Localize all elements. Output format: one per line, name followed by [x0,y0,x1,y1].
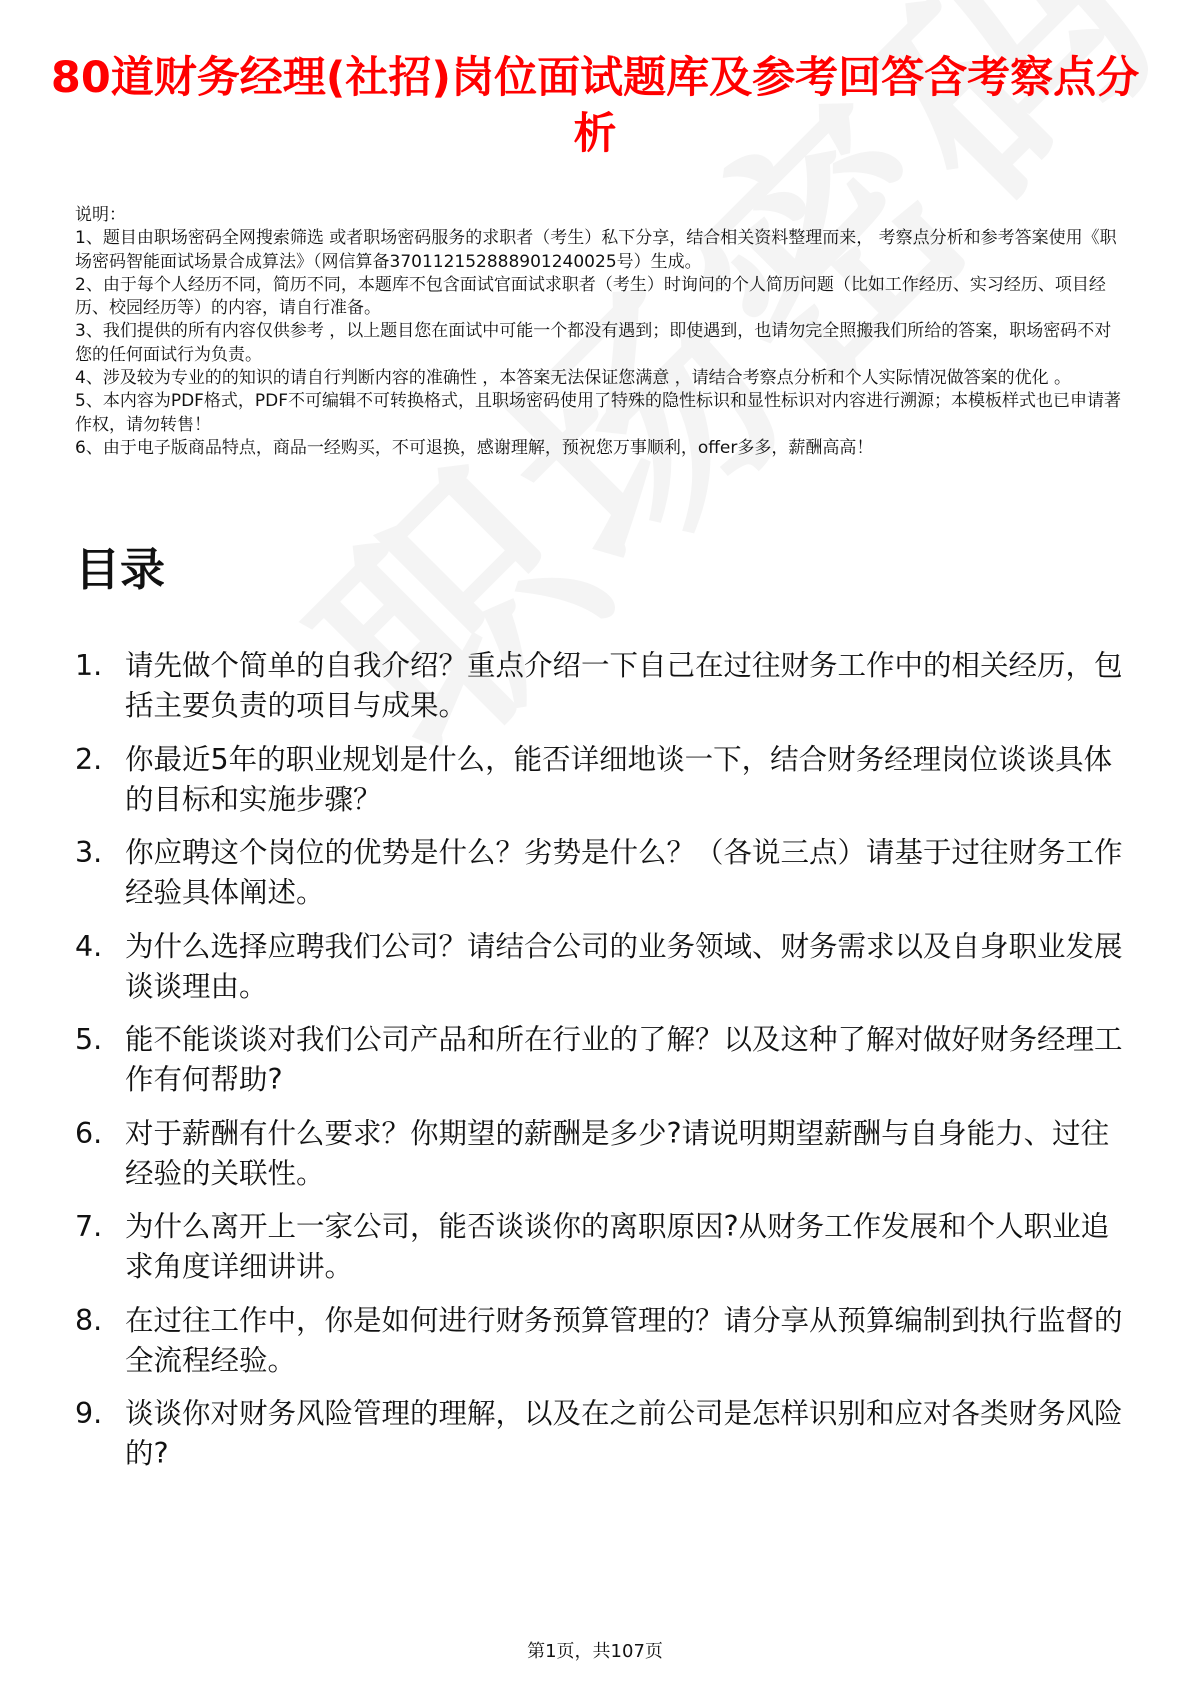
toc-heading: 目录 [75,543,166,596]
toc-item[interactable] [75,1394,1125,1474]
toc-item-text: 你应聘这个岗位的优势是什么？劣势是什么？（各说三点）请基于过往财务工作经验具体阐述。 [125,836,1123,909]
toc-item[interactable] [75,1207,1125,1287]
toc-item-number: 9. [75,1397,103,1430]
toc-item-text: 能不能谈谈对我们公司产品和所在行业的了解？以及这种了解对做好财务经理工作有何帮助? [125,1023,1123,1096]
toc-item-number: 1. [75,649,103,682]
toc-item-text: 对于薪酬有什么要求？你期望的薪酬是多少?请说明期望薪酬与自身能力、过往经验的关联性。 [125,1116,1110,1190]
notes-section [75,204,1125,460]
toc-item[interactable] [75,1114,1125,1194]
toc-item[interactable] [75,1301,1125,1381]
toc-item-text: 谈谈你对财务风险管理的理解，以及在之前公司是怎样识别和应对各类财务风险的? [125,1397,1123,1470]
notes-item: 6、由于电子版商品特点，商品一经购买，不可退换，感谢理解，预祝您万事顺利，offer多多，薪酬高高！ [75,437,874,458]
document-title: 80道财务经理(社招)岗位面试题库及参考回答含考察点分析 [50,53,1140,159]
toc-item[interactable] [75,1020,1125,1100]
notes-item: 5、本内容为PDF格式，PDF不可编辑不可转换格式，且职场密码使用了特殊的隐性标识和显性标识对内容进行溯源；本模板样式也已申请著作权，请勿转售！ [75,391,1122,435]
toc-item-text: 你最近5年的职业规划是什么，能否详细地谈一下，结合财务经理岗位谈谈具体的目标和实施步骤？ [125,742,1113,816]
notes-item: 2、由于每个人经历不同，简历不同，本题库不包含面试官面试求职者（考生）时询问的个人简历问题（比如工作经历、实习经历、项目经历、校园经历等）的内容，请自行准备。 [75,274,1106,319]
toc-item-number: 7. [75,1210,103,1243]
toc-item-number: 4. [75,929,103,963]
notes-item: 3、我们提供的所有内容仅供参考 ，以上题目您在面试中可能一个都没有遇到；即使遇到，也请勿完全照搬我们所给的答案，职场密码不对您的任何面试行为负责。 [75,321,1112,365]
notes-item: 1、题目由职场密码全网搜索筛选 或者职场密码服务的求职者（考生）私下分享，结合相关资料整理而来， 考察点分析和参考答案使用《职场密码智能面试场景合成算法》（网信算备370112152888901240025号）生成。 [75,228,1117,272]
toc-item-text: 为什么离开上一家公司，能否谈谈你的离职原因?从财务工作发展和个人职业追求角度详细讲讲。 [125,1210,1110,1283]
toc-item-number: 6. [75,1116,103,1150]
toc-item[interactable] [75,833,1125,913]
toc-item-text: 在过往工作中，你是如何进行财务预算管理的？请分享从预算编制到执行监督的全流程经验。 [125,1303,1123,1377]
toc-item[interactable] [75,646,1125,726]
toc-item-text: 为什么选择应聘我们公司？请结合公司的业务领域、财务需求以及自身职业发展谈谈理由。 [125,929,1123,1003]
page-footer: 第1页，共107页 [527,1641,663,1662]
toc-item[interactable] [75,740,1125,820]
toc-item-number: 3. [75,836,103,869]
toc-item[interactable] [75,927,1125,1007]
toc-item-number: 5. [75,1023,103,1056]
notes-heading: 说明： [75,205,126,225]
notes-item: 4、涉及较为专业的的知识的请自行判断内容的准确性 ，本答案无法保证您满意 ，请结合考察点分析和个人实际情况做答案的优化 。 [75,368,1072,389]
toc-list [75,646,1125,1488]
toc-item-text: 请先做个简单的自我介绍？重点介绍一下自己在过往财务工作中的相关经历，包括主要负责的项目与成果。 [125,649,1123,722]
toc-item-number: 8. [75,1303,103,1337]
toc-item-number: 2. [75,742,103,776]
